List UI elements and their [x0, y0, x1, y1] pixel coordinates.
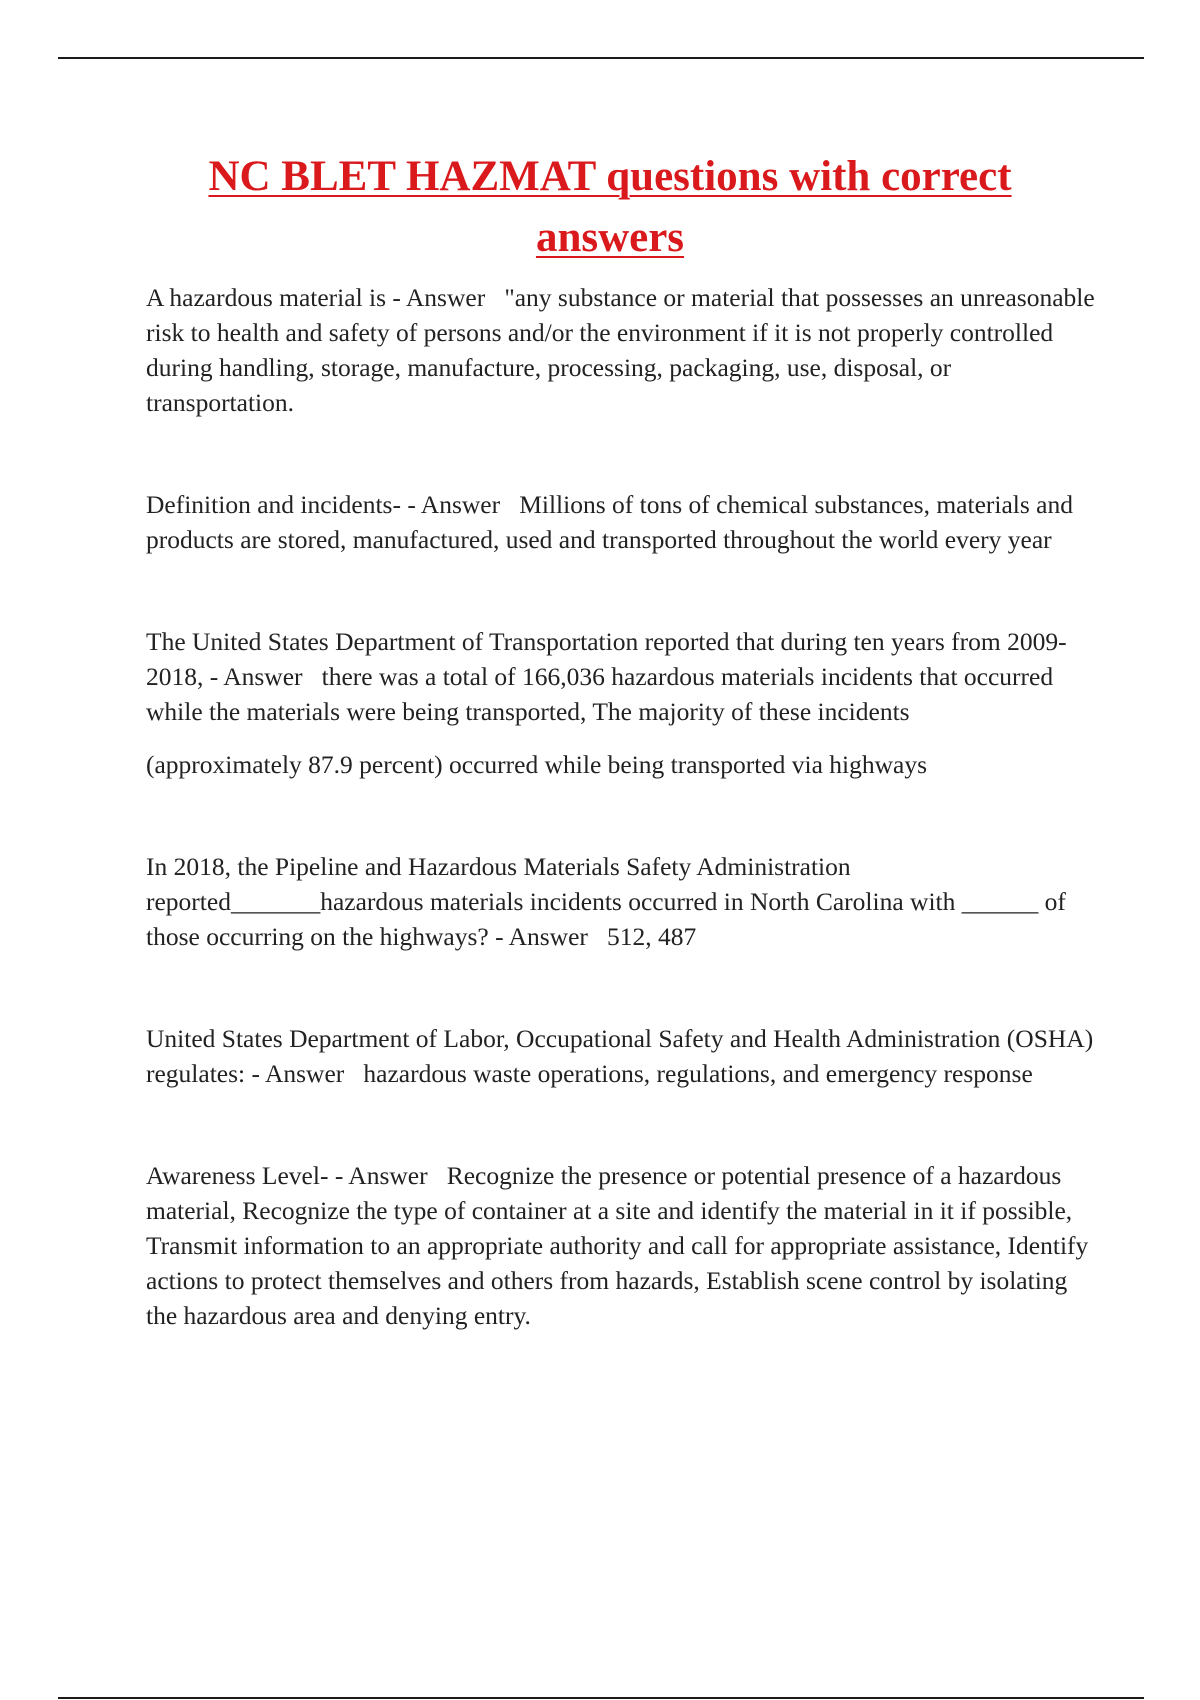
qa-entry-dot-report: The United States Department of Transportation reported that during ten years from 2009-2018, - Answer there was a total of 166,036 hazardous materials incidents that occurred while the materials were being transported, The majority of these incidents [146, 627, 1067, 726]
qa-entry-definition-incidents: Definition and incidents- - Answer Millions of tons of chemical substances, materials and products are stored, manufactured, used and transported throughout the world every year [146, 490, 1080, 554]
qa-entry-awareness-level: Awareness Level- - Answer Recognize the presence or potential presence of a hazardous material, Recognize the type of container at a site and identify the material in it if possible, Transmit information to an appropriate authority and call for appropriate assistance, Identify actions to protect themselves and others from hazards, Establish scene control by isolating the hazardous area and denying entry. [146, 1161, 1095, 1330]
qa-entry-osha: United States Department of Labor, Occupational Safety and Health Administration (OSHA) regulates: - Answer hazardous waste operations, regulations, and emergency response [146, 1024, 1100, 1088]
document-title: NC BLET HAZMAT questions with correct answers [208, 153, 1012, 261]
document-body [146, 280, 1102, 1333]
qa-entry-phmsa-2018: In 2018, the Pipeline and Hazardous Materials Safety Administration reported_______hazardous materials incidents occurred in North Carolina with ______ of those occurring on the highways? - Answer 512, 487 [146, 852, 1073, 951]
header-rule [58, 57, 1144, 59]
qa-entry-hazardous-material: A hazardous material is - Answer "any substance or material that possesses an unreasonable risk to health and safety of persons and/or the environment if it is not properly controlled during handling, storage, manufacture, processing, packaging, use, disposal, or transportation. [146, 283, 1102, 417]
qa-entry-dot-report-continuation: (approximately 87.9 percent) occurred while being transported via highways [146, 750, 928, 779]
footer-rule [58, 1697, 1144, 1699]
